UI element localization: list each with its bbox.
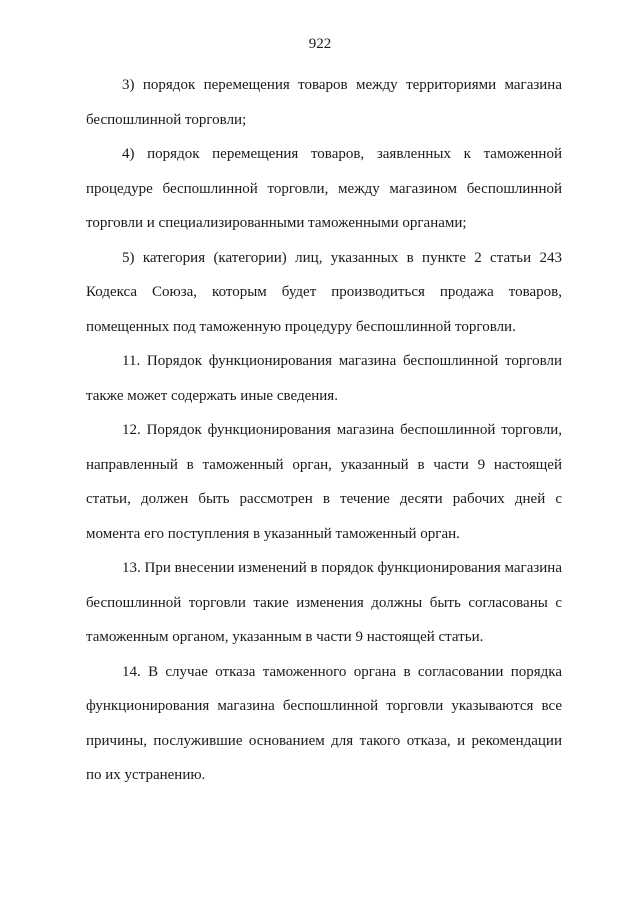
paragraph-part-12: 12. Порядок функционирования магазина беспошлинной торговли, направленный в таможенный орган, указанный в части 9 настоящей статьи, должен быть рассмотрен в течение десяти рабочих дней с момента его поступления в указанный таможенный орган. [86,422,562,542]
paragraph-part-13: 13. При внесении изменений в порядок функционирования магазина беспошлинной торговли такие изменения должны быть согласованы с таможенным органом, указанным в части 9 настоящей статьи. [86,560,562,645]
paragraph-item-5: 5) категория (категории) лиц, указанных в пункте 2 статьи 243 Кодекса Союза, которым будет производиться продажа товаров, помещенных под таможенную процедуру беспошлинной торговли. [86,249,562,335]
paragraph-item-4: 4) порядок перемещения товаров, заявленных к таможенной процедуре беспошлинной торговли, между магазином беспошлинной торговли и специализированными таможенными органами; [86,146,562,231]
paragraph-item-3: 3) порядок перемещения товаров между территориями магазина беспошлинной торговли; [86,77,562,128]
document-body [86,68,562,793]
paragraph-part-11: 11. Порядок функционирования магазина беспошлинной торговли также может содержать иные сведения. [86,353,562,404]
paragraph-part-14: 14. В случае отказа таможенного органа в согласовании порядка функционирования магазина беспошлинной торговли указываются все причины, послужившие основанием для такого отказа, и рекомендации по их устранению. [86,663,562,783]
page-number: 922 [308,36,332,52]
